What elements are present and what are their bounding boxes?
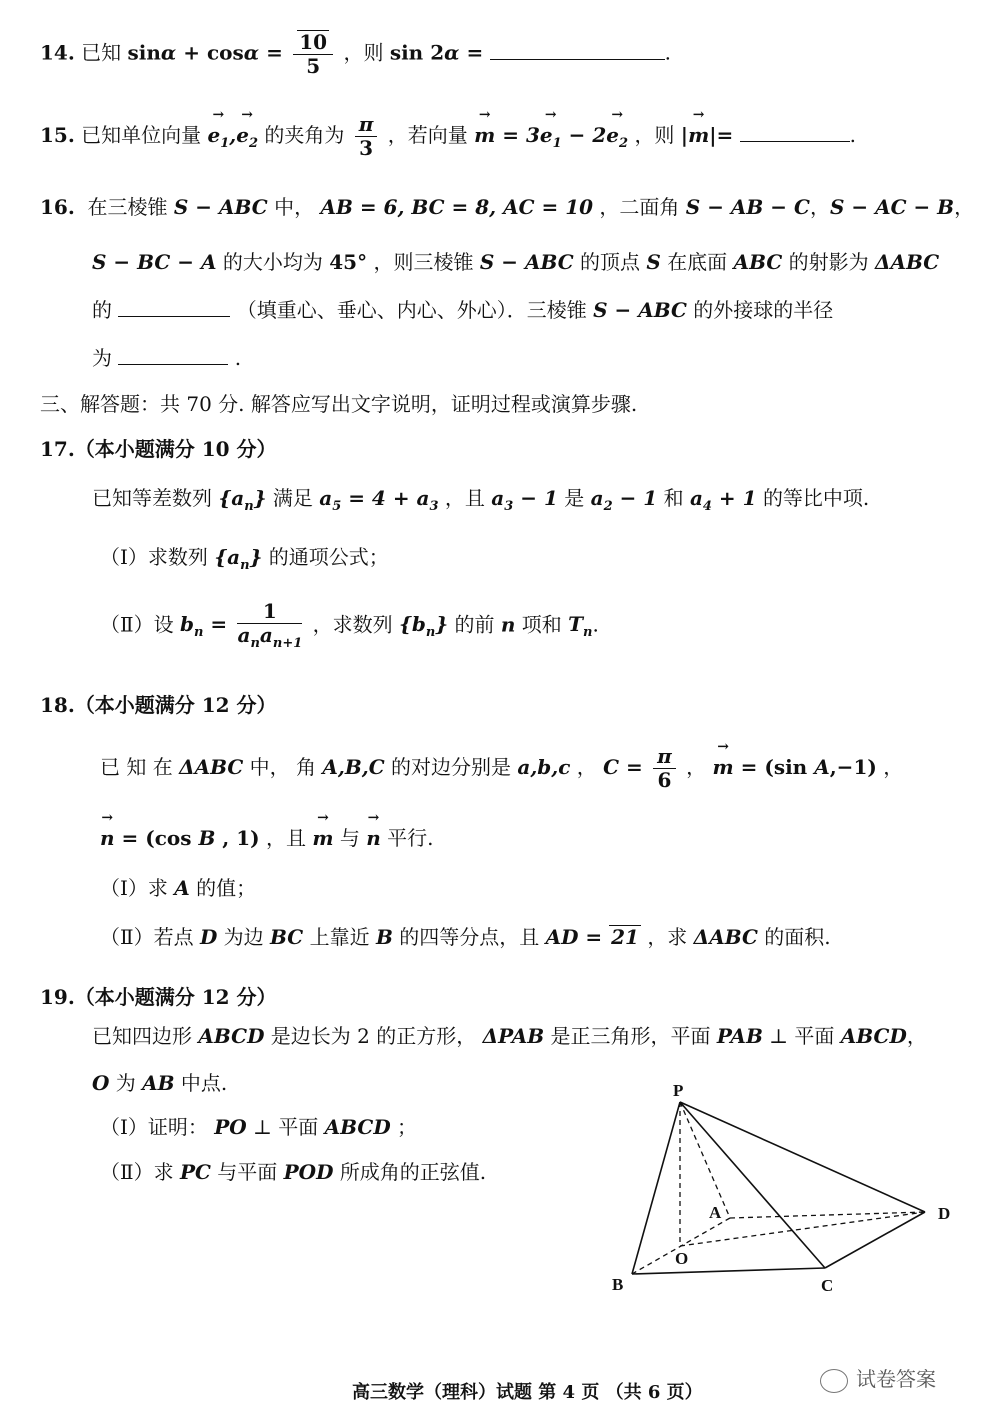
q18-part-1: （Ⅰ）求 A 的值； bbox=[100, 876, 257, 900]
q14-number: 14. bbox=[40, 40, 75, 65]
q17-fraction: $\frac{1}{a_na_{n+1}}$ bbox=[237, 599, 303, 651]
edge-ad bbox=[730, 1212, 925, 1218]
page-footer: 高三数学（理科）试题 第 4 页 （共 6 页） bbox=[352, 1382, 703, 1403]
label-o: O bbox=[675, 1249, 689, 1268]
q19-part-2: （Ⅱ）求 PC 与平面 POD 所成角的正弦值. bbox=[100, 1160, 487, 1184]
edge-cd bbox=[825, 1212, 925, 1268]
label-d: D bbox=[938, 1204, 951, 1223]
question-15: 15. 已知单位向量 → $e_1,\to e_2$ 的夹角为 $\frac{\pi}{3}$ ，若向量 → $m = 3\to e_1 - 2\to e_2$ ，则 |→ m|= . bbox=[40, 113, 856, 160]
q18-fraction: $\frac{\pi}{6}$ bbox=[653, 745, 676, 792]
question-16-line-1: 16. 在三棱锥 S − ABC 中， AB = 6, BC = 8, AC = 10 ，二面角 S − AB − C，S − AC − B， bbox=[40, 195, 975, 219]
wechat-icon bbox=[820, 1369, 848, 1393]
q19-heading: 19.（本小题满分 12 分） bbox=[40, 985, 277, 1009]
edge-bc bbox=[632, 1268, 825, 1274]
q19-part-1: （Ⅰ）证明： PO ⊥ 平面 ABCD ； bbox=[100, 1115, 418, 1139]
q16-answer-blank-2[interactable] bbox=[118, 346, 228, 365]
question-16-line-3: 的 （填重心、垂心、内心、外心）．三棱锥 S − ABC 的外接球的半径 bbox=[92, 298, 834, 322]
question-16-line-2: S − BC − A 的大小均为 45° ，则三棱锥 S − ABC 的顶点 S 在底面 ABC 的射影为 ΔABC bbox=[92, 250, 940, 274]
q17-heading: 17.（本小题满分 10 分） bbox=[40, 437, 277, 461]
label-a: A bbox=[709, 1203, 722, 1222]
q15-fraction: $\frac{\pi}{3}$ bbox=[355, 113, 378, 160]
q18-stem-line-2: → n = (cos B , 1) ，且 → m 与 → n 平行. bbox=[100, 826, 434, 850]
q19-stem: 已知四边形 ABCD 是边长为 2 的正方形， ΔPAB 是正三角形，平面 PAB ⊥ 平面 ABCD， bbox=[92, 1024, 927, 1048]
edge-pb bbox=[632, 1102, 680, 1274]
q15-answer-blank[interactable] bbox=[740, 123, 850, 142]
q17-part-2: （Ⅱ）设 $b_n$ = $\frac{1}{a_na_{n+1}}$ ，求数列 $\{b_n\}$ 的前 n 项和 $T_n$. bbox=[100, 599, 599, 651]
label-p: P bbox=[673, 1081, 684, 1100]
pyramid-figure bbox=[605, 1078, 985, 1308]
label-c: C bbox=[821, 1276, 834, 1295]
section-3-heading: 三、解答题：共 70 分. 解答应写出文字说明，证明过程或演算步骤. bbox=[40, 392, 638, 416]
q17-stem: 已知等差数列 $\{a_n\}$ 满足 $a_5 = 4 + a_3$ ，且 $a_3 - 1$ 是 $a_2 - 1$ 和 $a_4 + 1$ 的等比中项. bbox=[92, 486, 870, 514]
q16-answer-blank-1[interactable] bbox=[118, 298, 230, 317]
q14-answer-blank[interactable] bbox=[490, 41, 665, 60]
q18-stem: 已 知 在 ΔABC 中， 角 A,B,C 的对边分别是 a,b,c ， C = $\frac{\pi}{6}$ ， → m = (sin A,−1) ， bbox=[100, 745, 903, 792]
watermark: 试卷答案 bbox=[820, 1363, 980, 1399]
q14-fraction: $\frac{10}{5}$ bbox=[293, 30, 333, 78]
question-14: 14. 已知 sinα + cosα = $\frac{10}{5}$ ，则 sin 2α = . bbox=[40, 30, 671, 78]
question-16-line-4: 为 . bbox=[92, 346, 242, 370]
edge-pd bbox=[680, 1102, 925, 1212]
q19-stem-line-2: O 为 AB 中点. bbox=[92, 1071, 228, 1095]
q18-part-2: （Ⅱ）若点 D 为边 BC 上靠近 B 的四等分点，且 AD = 21 ，求 ΔABC 的面积. bbox=[100, 925, 831, 949]
label-b: B bbox=[612, 1275, 624, 1294]
q15-number: 15. bbox=[40, 123, 75, 147]
edge-pa bbox=[680, 1102, 730, 1218]
q17-part-1: （Ⅰ）求数列 $\{a_n\}$ 的通项公式； bbox=[100, 545, 389, 573]
q16-number: 16. bbox=[40, 195, 75, 219]
q18-heading: 18.（本小题满分 12 分） bbox=[40, 693, 277, 717]
